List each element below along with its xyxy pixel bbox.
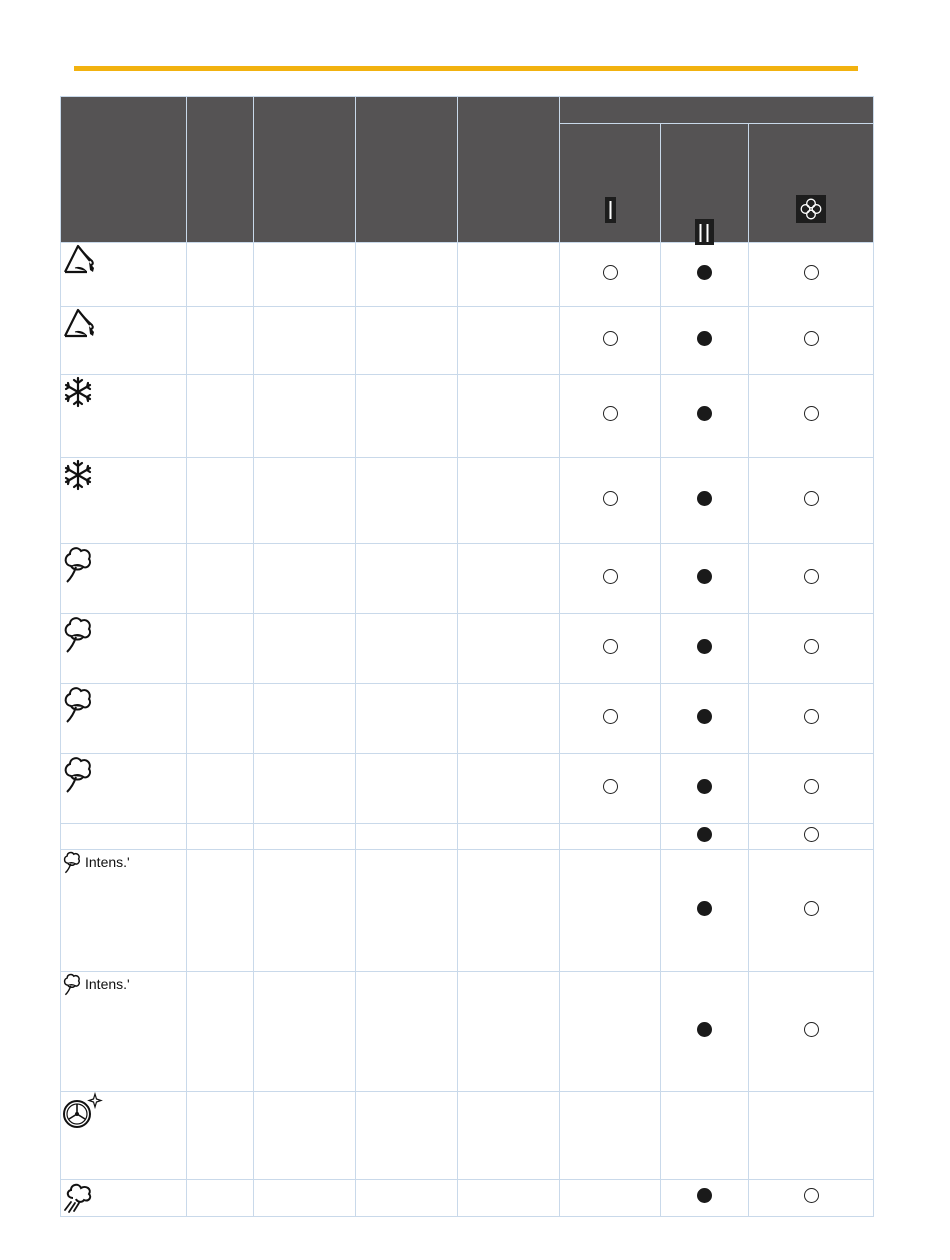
open-circle-icon — [804, 709, 819, 724]
table-row — [61, 544, 874, 614]
empty-cell — [187, 544, 254, 614]
empty-cell — [254, 754, 356, 824]
empty-cell — [356, 754, 458, 824]
programme-cell — [61, 544, 187, 614]
programme-cell — [61, 243, 187, 307]
empty-cell — [254, 544, 356, 614]
open-circle-icon — [603, 265, 618, 280]
cotton-icon — [61, 614, 186, 654]
option-cell-2 — [661, 307, 749, 375]
option-cell-2 — [661, 375, 749, 458]
option-cell-1 — [560, 754, 661, 824]
programme-table — [60, 96, 874, 1217]
open-circle-icon — [804, 639, 819, 654]
programme-cell — [61, 614, 187, 684]
empty-cell — [458, 824, 560, 850]
programme-cell — [61, 824, 187, 850]
header-row — [61, 97, 874, 124]
filled-circle-icon — [697, 901, 712, 916]
option-cell-3 — [749, 972, 874, 1092]
option-cell-2 — [661, 243, 749, 307]
empty-cell — [187, 850, 254, 972]
empty-cell — [356, 375, 458, 458]
empty-cell — [458, 850, 560, 972]
header-col-programme — [61, 97, 187, 243]
empty-cell — [458, 754, 560, 824]
option-cell-1 — [560, 375, 661, 458]
empty-cell — [458, 243, 560, 307]
single-bar-icon — [605, 197, 616, 223]
cotton-icon — [61, 684, 186, 724]
option-cell-3 — [749, 544, 874, 614]
synthetics-triangle-icon — [61, 243, 186, 275]
filled-circle-icon — [697, 265, 712, 280]
empty-cell — [187, 614, 254, 684]
option-cell-1 — [560, 243, 661, 307]
table-row — [61, 375, 874, 458]
programme-cell — [61, 1180, 187, 1217]
option-cell-2 — [661, 972, 749, 1092]
option-cell-3 — [749, 1092, 874, 1180]
empty-cell — [356, 614, 458, 684]
table-row — [61, 850, 874, 972]
empty-cell — [458, 1092, 560, 1180]
option-cell-1 — [560, 972, 661, 1092]
flower-icon — [796, 195, 826, 223]
option-cell-2 — [661, 1180, 749, 1217]
header-col-4 — [356, 97, 458, 243]
option-cell-2 — [661, 544, 749, 614]
empty-cell — [187, 684, 254, 754]
option-cell-3 — [749, 307, 874, 375]
empty-cell — [356, 458, 458, 544]
snowflake-icon — [61, 375, 186, 409]
empty-cell — [356, 972, 458, 1092]
empty-cell — [187, 375, 254, 458]
open-circle-icon — [804, 779, 819, 794]
open-circle-icon — [603, 331, 618, 346]
empty-cell — [458, 684, 560, 754]
programme-cell — [61, 307, 187, 375]
empty-cell — [458, 544, 560, 614]
option-cell-1 — [560, 307, 661, 375]
empty-cell — [254, 1180, 356, 1217]
table-row — [61, 307, 874, 375]
option-cell-3 — [749, 243, 874, 307]
empty-cell — [458, 375, 560, 458]
programme-cell — [61, 375, 187, 458]
empty-cell — [187, 458, 254, 544]
open-circle-icon — [804, 901, 819, 916]
option-cell-2 — [661, 684, 749, 754]
filled-circle-icon — [697, 406, 712, 421]
programme-cell — [61, 850, 187, 972]
empty-cell — [356, 243, 458, 307]
empty-cell — [458, 1180, 560, 1217]
empty-cell — [254, 243, 356, 307]
open-circle-icon — [804, 1188, 819, 1203]
header-col-3 — [254, 97, 356, 243]
filled-circle-icon — [697, 331, 712, 346]
open-circle-icon — [804, 265, 819, 280]
empty-cell — [458, 458, 560, 544]
open-circle-icon — [603, 779, 618, 794]
empty-cell — [254, 375, 356, 458]
option-cell-3 — [749, 614, 874, 684]
table-row — [61, 684, 874, 754]
option-cell-3 — [749, 850, 874, 972]
option-cell-2 — [661, 458, 749, 544]
option-cell-1 — [560, 458, 661, 544]
header-option-2 — [661, 124, 749, 243]
option-cell-1 — [560, 850, 661, 972]
empty-cell — [187, 1180, 254, 1217]
steam-icon — [61, 1180, 186, 1216]
empty-cell — [458, 307, 560, 375]
empty-cell — [458, 972, 560, 1092]
table-row — [61, 1092, 874, 1180]
synthetics-triangle-icon — [61, 307, 186, 339]
open-circle-icon — [804, 406, 819, 421]
filled-circle-icon — [697, 491, 712, 506]
option-cell-3 — [749, 458, 874, 544]
open-circle-icon — [804, 569, 819, 584]
table-row — [61, 754, 874, 824]
empty-cell — [356, 824, 458, 850]
option-cell-2 — [661, 754, 749, 824]
table-row — [61, 458, 874, 544]
empty-cell — [254, 972, 356, 1092]
option-cell-3 — [749, 1180, 874, 1217]
empty-cell — [254, 1092, 356, 1180]
empty-cell — [187, 824, 254, 850]
option-cell-2 — [661, 1092, 749, 1180]
programme-cell — [61, 684, 187, 754]
option-cell-3 — [749, 824, 874, 850]
option-cell-2 — [661, 614, 749, 684]
open-circle-icon — [804, 1022, 819, 1037]
empty-cell — [356, 1180, 458, 1217]
option-cell-1 — [560, 1180, 661, 1217]
empty-cell — [356, 850, 458, 972]
header-option-1 — [560, 124, 661, 243]
intensive-label: Intens.' — [85, 854, 130, 870]
option-cell-3 — [749, 754, 874, 824]
option-cell-3 — [749, 684, 874, 754]
open-circle-icon — [603, 639, 618, 654]
intensive-label-group — [61, 972, 186, 996]
snowflake-icon — [61, 458, 186, 492]
option-cell-2 — [661, 850, 749, 972]
header-col-2 — [187, 97, 254, 243]
cotton-icon — [61, 754, 186, 794]
filled-circle-icon — [697, 569, 712, 584]
empty-cell — [356, 684, 458, 754]
empty-cell — [187, 307, 254, 375]
table-row — [61, 243, 874, 307]
option-cell-1 — [560, 824, 661, 850]
open-circle-icon — [603, 709, 618, 724]
empty-cell — [187, 754, 254, 824]
empty-cell — [356, 544, 458, 614]
open-circle-icon — [603, 406, 618, 421]
empty-cell — [187, 972, 254, 1092]
empty-cell — [254, 307, 356, 375]
programme-cell — [61, 972, 187, 1092]
programme-cell — [61, 1092, 187, 1180]
double-bar-icon — [695, 219, 714, 245]
open-circle-icon — [804, 827, 819, 842]
empty-cell — [254, 850, 356, 972]
filled-circle-icon — [697, 779, 712, 794]
filled-circle-icon — [697, 1022, 712, 1037]
empty-cell — [254, 824, 356, 850]
empty-cell — [254, 614, 356, 684]
open-circle-icon — [603, 491, 618, 506]
table-row — [61, 972, 874, 1092]
empty-cell — [187, 1092, 254, 1180]
open-circle-icon — [804, 331, 819, 346]
open-circle-icon — [603, 569, 618, 584]
cotton-icon — [61, 972, 83, 996]
filled-circle-icon — [697, 709, 712, 724]
open-circle-icon — [804, 491, 819, 506]
option-cell-1 — [560, 544, 661, 614]
option-cell-1 — [560, 614, 661, 684]
programme-cell — [61, 458, 187, 544]
header-option-group — [560, 97, 874, 124]
filled-circle-icon — [697, 639, 712, 654]
header-option-3 — [749, 124, 874, 243]
empty-cell — [356, 1092, 458, 1180]
cotton-icon — [61, 544, 186, 584]
intensive-label-group — [61, 850, 186, 874]
header-col-5 — [458, 97, 560, 243]
table-row — [61, 824, 874, 850]
table-row — [61, 614, 874, 684]
filled-circle-icon — [697, 1188, 712, 1203]
option-cell-1 — [560, 684, 661, 754]
intensive-label: Intens.' — [85, 976, 130, 992]
table-row — [61, 1180, 874, 1217]
option-cell-1 — [560, 1092, 661, 1180]
empty-cell — [458, 614, 560, 684]
empty-cell — [254, 458, 356, 544]
filled-circle-icon — [697, 827, 712, 842]
option-cell-3 — [749, 375, 874, 458]
empty-cell — [187, 243, 254, 307]
empty-cell — [356, 307, 458, 375]
option-cell-2 — [661, 824, 749, 850]
programme-cell — [61, 754, 187, 824]
accent-rule — [74, 66, 858, 71]
cotton-icon — [61, 850, 83, 874]
drum-clean-icon — [61, 1092, 186, 1132]
empty-cell — [254, 684, 356, 754]
